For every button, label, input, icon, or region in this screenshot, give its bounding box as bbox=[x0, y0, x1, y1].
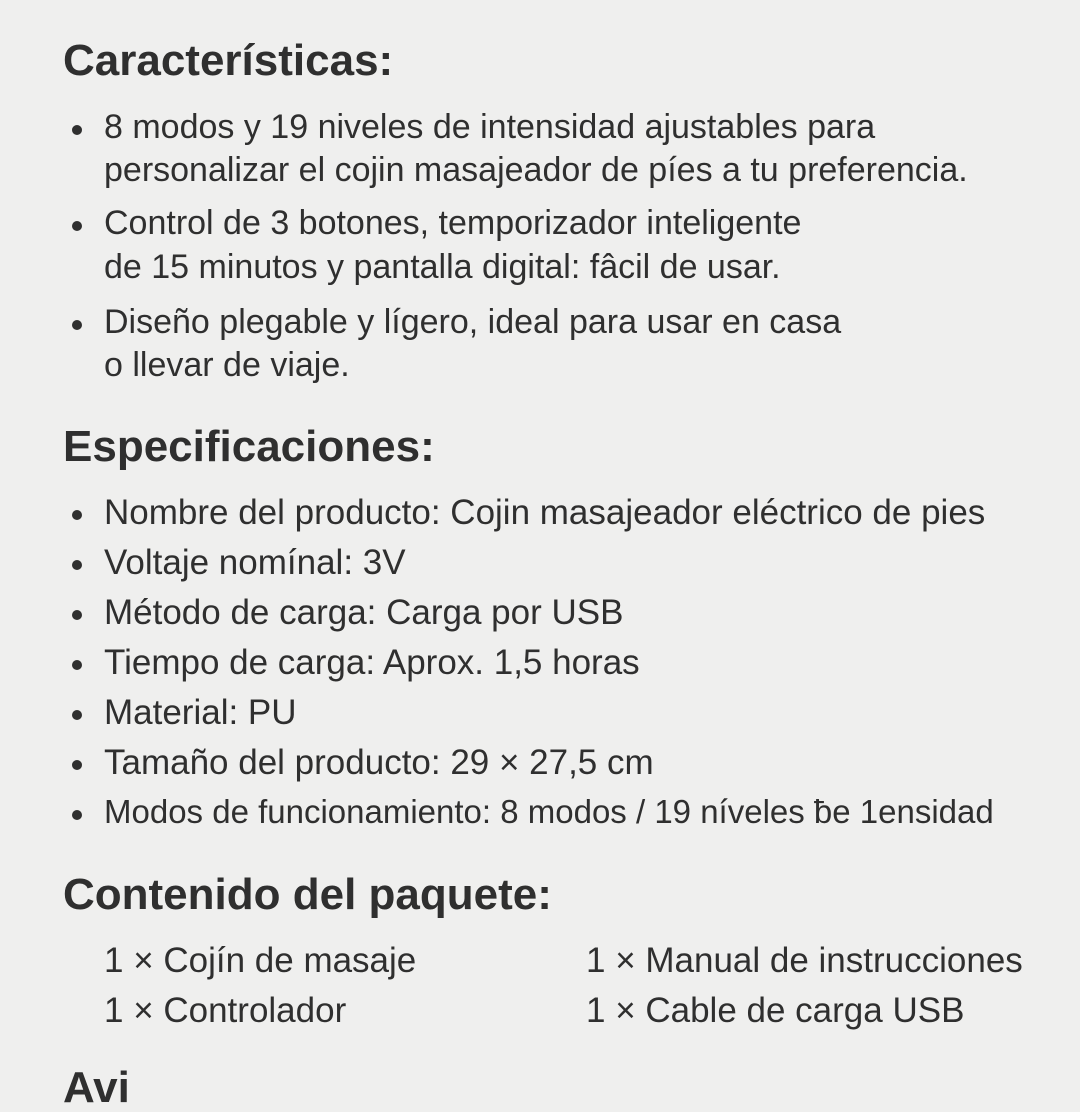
spec-item-voltage bbox=[0, 545, 1080, 589]
package-item-instruction-manual: 1 × Manual de instrucciones bbox=[586, 941, 1023, 980]
bullet-icon bbox=[72, 710, 82, 720]
spec-item-operation-modes bbox=[0, 795, 1080, 839]
features-heading: Características: bbox=[63, 36, 394, 85]
bullet-icon bbox=[72, 610, 82, 620]
spec-material: Material: PU bbox=[104, 693, 297, 732]
spec-size: Tamaño del producto: 29 × 27,5 cm bbox=[104, 743, 654, 782]
feature-item-1-line-1: 8 modos y 19 niveles de intensidad ajustables para bbox=[104, 108, 876, 146]
bullet-icon bbox=[72, 660, 82, 670]
bullet-icon bbox=[72, 560, 82, 570]
specifications-heading: Especificaciones: bbox=[63, 422, 435, 471]
spec-item-charging-method bbox=[0, 595, 1080, 639]
spec-item-product-name bbox=[0, 495, 1080, 539]
bullet-icon bbox=[72, 221, 82, 231]
package-item-controller: 1 × Controlador bbox=[104, 991, 347, 1030]
feature-item-1 bbox=[0, 108, 1080, 189]
spec-item-material bbox=[0, 695, 1080, 739]
feature-item-3-line-2: o llevar de viaje. bbox=[104, 346, 350, 384]
bullet-icon bbox=[72, 320, 82, 330]
package-item-usb-cable: 1 × Cable de carga USB bbox=[586, 991, 965, 1030]
package-contents-heading: Contenido del paquete: bbox=[63, 870, 552, 919]
bullet-icon bbox=[72, 125, 82, 135]
spec-operation-modes: Modos de funcionamiento: 8 modos / 19 níveles ƀe 1ensidad bbox=[104, 793, 994, 830]
spec-item-size bbox=[0, 745, 1080, 789]
feature-item-2-line-2: de 15 minutos y pantalla digital: fâcil de usar. bbox=[104, 248, 781, 286]
spec-item-charging-time bbox=[0, 645, 1080, 689]
spec-charging-method: Método de carga: Carga por USB bbox=[104, 593, 624, 632]
feature-item-2 bbox=[0, 204, 1080, 286]
feature-item-2-line-1: Control de 3 botones, temporizador inteligente bbox=[104, 204, 802, 242]
spec-product-name: Nombre del producto: Cojin masajeador eléctrico de pies bbox=[104, 493, 986, 532]
spec-voltage: Voltaje nomínal: 3V bbox=[104, 543, 406, 582]
feature-item-1-line-2: personalizar el cojin masajeador de píes a tu preferencia. bbox=[104, 151, 968, 189]
feature-item-3 bbox=[0, 303, 1080, 384]
bullet-icon bbox=[72, 760, 82, 770]
next-section-heading-partial: Avi bbox=[63, 1063, 130, 1112]
feature-item-3-line-1: Diseño plegable y lígero, ideal para usar en casa bbox=[104, 303, 842, 341]
spec-charging-time: Tiempo de carga: Aprox. 1,5 horas bbox=[104, 643, 640, 682]
bullet-icon bbox=[72, 510, 82, 520]
package-item-massage-cushion: 1 × Cojín de masaje bbox=[104, 941, 417, 980]
bullet-icon bbox=[72, 810, 82, 820]
